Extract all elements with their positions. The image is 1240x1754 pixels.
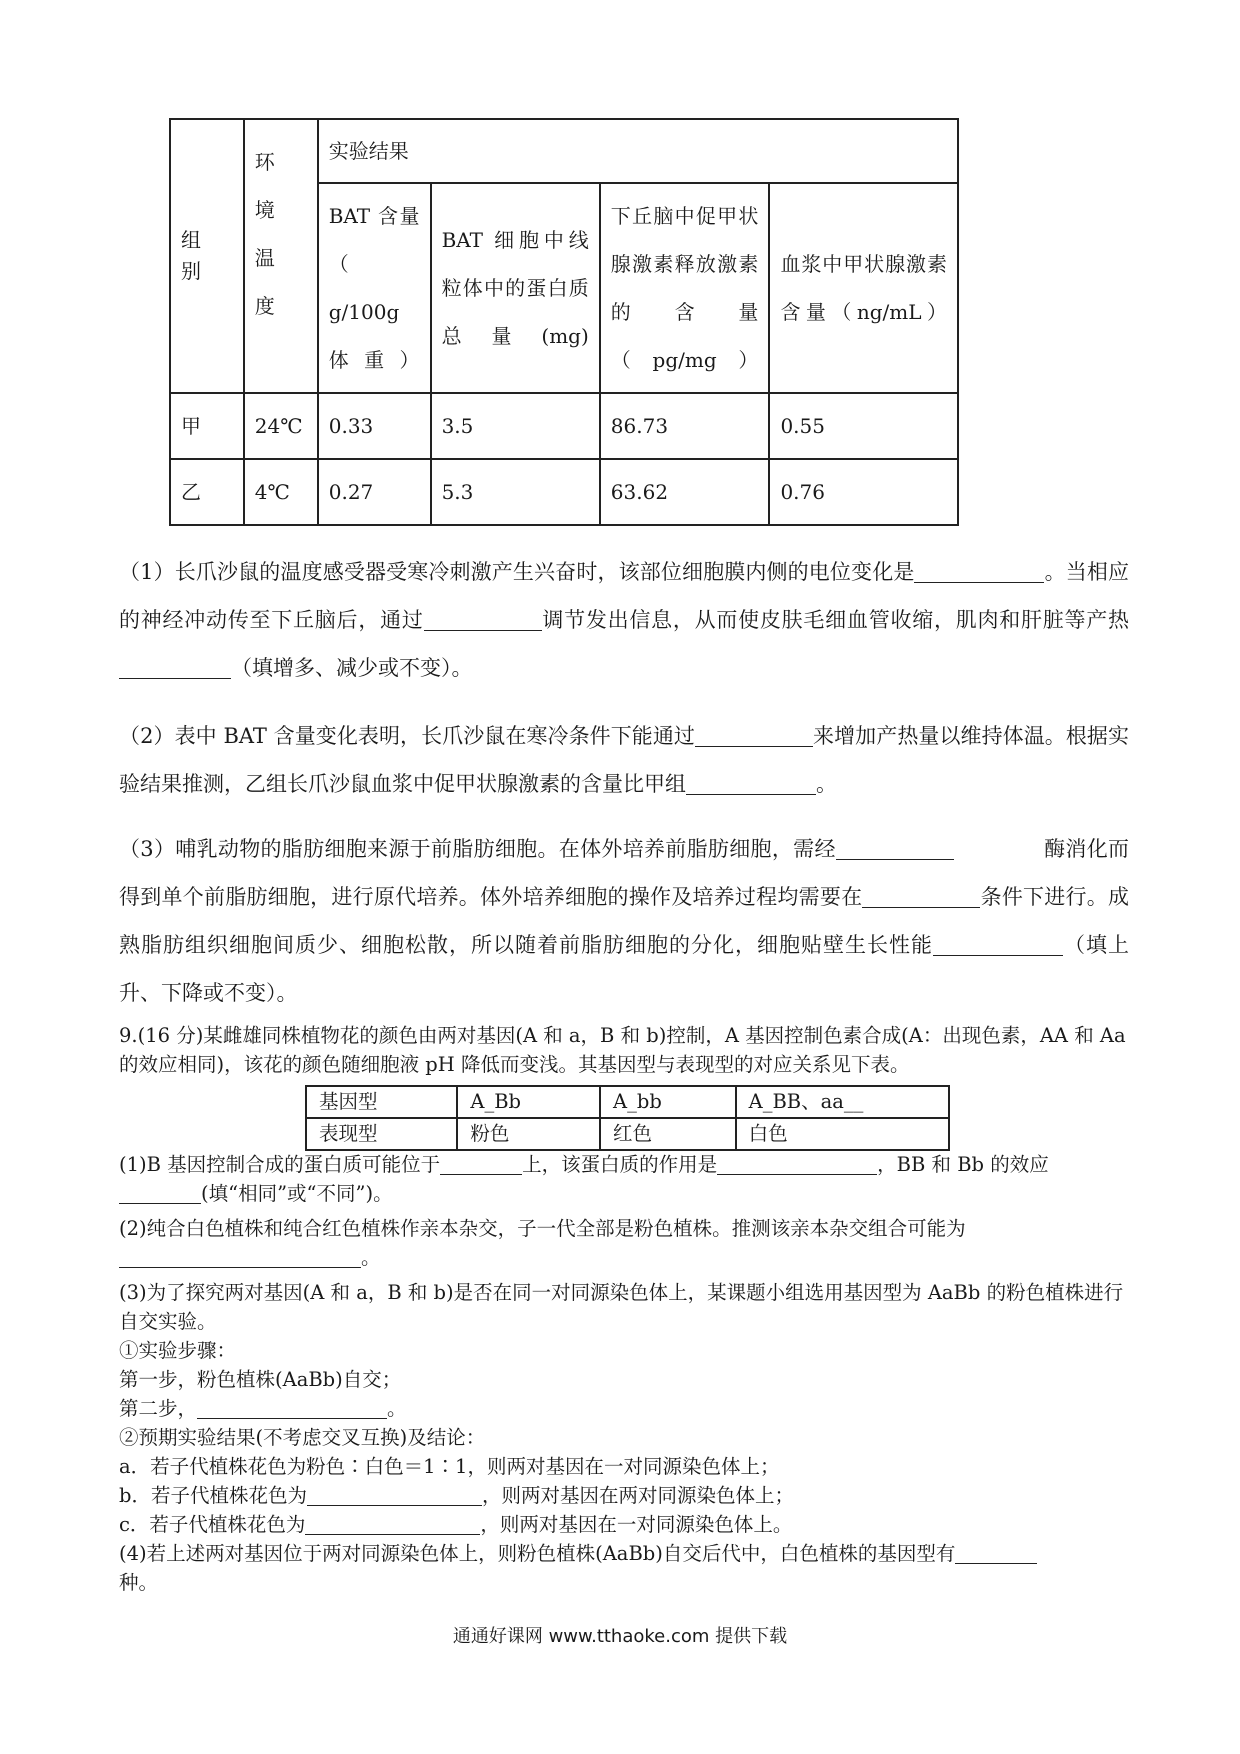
- answer-blank[interactable]: [914, 561, 1044, 583]
- question-9-4: [119, 1539, 1129, 1597]
- cell-trh: 86.73: [600, 393, 770, 459]
- answer-blank[interactable]: [955, 1544, 1037, 1565]
- phenotype-label: 表现型: [306, 1118, 457, 1150]
- answer-blank[interactable]: [305, 1515, 480, 1536]
- table-row: [306, 1118, 949, 1150]
- answer-blank[interactable]: [686, 773, 816, 795]
- genotype-label: 基因型: [306, 1086, 457, 1118]
- question-text: b．若子代植株花色为: [119, 1484, 307, 1507]
- phenotype-cell: 粉色: [457, 1118, 600, 1150]
- cell-bat: 0.27: [318, 459, 431, 525]
- question-a2: [119, 712, 1129, 808]
- question-text: 。: [387, 1397, 407, 1420]
- cell-group: 乙: [170, 459, 244, 525]
- experiment-steps-title: ①实验步骤：: [119, 1339, 237, 1362]
- question-a1: [119, 548, 1129, 692]
- expected-result-c: [119, 1510, 1129, 1539]
- question-a3: [119, 825, 1129, 1017]
- answer-blank[interactable]: [197, 1399, 387, 1420]
- expected-result-a: a．若子代植株花色为粉色∶白色＝1∶1，则两对基因在一对同源染色体上；: [119, 1455, 780, 1478]
- answer-blank[interactable]: [119, 657, 231, 679]
- question-text: ，则两对基因在两对同源染色体上；: [481, 1484, 794, 1507]
- header-group: 组 别: [170, 119, 244, 393]
- question-text: 调节发出信息，从而使皮肤毛细血管收缩，肌肉和肝脏等产热: [541, 608, 1130, 632]
- experiment-step-1: 第一步，粉色植株(AaBb)自交；: [119, 1368, 402, 1391]
- question-text: 条件下进行。成熟脂肪组织细胞间质少、细胞松散，所以随着前脂肪细胞的分化，细胞贴壁生长性能: [119, 885, 1130, 957]
- question-text: 酶消化而得到单个前脂肪细胞，进行原代培养。体外培养细胞的操作及培养过程均需要在: [119, 837, 1130, 909]
- question-text: 。当相应的神经冲动传至下丘脑后，通过: [119, 560, 1130, 632]
- answer-blank[interactable]: [424, 609, 542, 631]
- question-text: 上，该蛋白质的作用是: [522, 1153, 718, 1176]
- cell-mito: 5.3: [431, 459, 600, 525]
- experiment-results-table: [169, 118, 959, 526]
- phenotype-cell: 红色: [600, 1118, 736, 1150]
- question-text: c．若子代植株花色为: [119, 1513, 306, 1536]
- genotype-phenotype-table: [305, 1085, 950, 1151]
- answer-blank[interactable]: [307, 1486, 482, 1507]
- question-text: ，则两对基因在一对同源染色体上。: [480, 1513, 793, 1536]
- question-text: 。: [361, 1246, 381, 1269]
- answer-blank[interactable]: [119, 1248, 361, 1269]
- genotype-cell: A_bb: [600, 1086, 736, 1118]
- page-footer: 通通好课网 www.tthaoke.com 提供下载: [452, 1626, 788, 1647]
- cell-th: 0.76: [769, 459, 958, 525]
- expected-result-b: [119, 1481, 1129, 1510]
- header-bat: BAT 含量（ g/100g 体重）: [318, 183, 431, 393]
- question-text: (4)若上述两对基因位于两对同源染色体上，则粉色植株(AaBb)自交后代中，白色植株的基因型有: [119, 1542, 956, 1565]
- header-temp: 环 境 温 度: [244, 119, 318, 393]
- cell-group: 甲: [170, 393, 244, 459]
- question-text: 来增加产热量以维持体温。根据实验结果推测，乙组长爪沙鼠血浆中促甲状腺激素的含量比甲组: [119, 724, 1129, 796]
- question-text: （3）哺乳动物的脂肪细胞来源于前脂肪细胞。在体外培养前脂肪细胞，需经: [119, 837, 836, 861]
- header-trh: 下丘脑中促甲状腺激素释放激素的含量（pg/mg）: [600, 183, 770, 393]
- cell-mito: 3.5: [431, 393, 600, 459]
- genotype-cell: A_Bb: [457, 1086, 600, 1118]
- question-text: (3)为了探究两对基因(A 和 a，B 和 b)是否在同一对同源染色体上，某课题小组选用基因型为 AaBb 的粉色植株进行自交实验。: [119, 1281, 1124, 1333]
- question-text: 第二步，: [119, 1397, 198, 1420]
- question-text: （1）长爪沙鼠的温度感受器受寒冷刺激产生兴奋时，该部位细胞膜内侧的电位变化是: [119, 560, 915, 584]
- answer-blank[interactable]: [440, 1155, 522, 1176]
- question-9-body: [119, 1150, 1129, 1597]
- question-text: 。: [816, 772, 837, 796]
- cell-temp: 4℃: [244, 459, 318, 525]
- table-row: [170, 459, 958, 525]
- header-results: 实验结果: [318, 119, 958, 183]
- question-text: （填增多、减少或不变）。: [231, 656, 473, 680]
- answer-blank[interactable]: [119, 1184, 201, 1205]
- header-mito: BAT 细胞中线粒体中的蛋白质总量(mg): [431, 183, 600, 393]
- question-9-3: [119, 1278, 1129, 1336]
- question-text: (2)纯合白色植株和纯合红色植株作亲本杂交，子一代全部是粉色植株。推测该亲本杂交组合可能为: [119, 1217, 966, 1240]
- table-row: [170, 393, 958, 459]
- question-9-2: [119, 1214, 1129, 1272]
- question-text: 种。: [119, 1571, 159, 1594]
- answer-blank[interactable]: [862, 886, 980, 908]
- expected-results-title: ②预期实验结果(不考虑交叉互换)及结论：: [119, 1426, 486, 1449]
- question-text: （2）表中 BAT 含量变化表明，长爪沙鼠在寒冷条件下能通过: [119, 724, 695, 748]
- answer-blank[interactable]: [695, 725, 813, 747]
- answer-blank[interactable]: [717, 1155, 877, 1176]
- question-text: ，BB 和 Bb 的效应: [877, 1153, 1049, 1176]
- cell-temp: 24℃: [244, 393, 318, 459]
- question-9-1: [119, 1150, 1129, 1208]
- experiment-step-2: [119, 1394, 1129, 1423]
- cell-th: 0.55: [769, 393, 958, 459]
- cell-trh: 63.62: [600, 459, 770, 525]
- phenotype-cell: 白色: [736, 1118, 949, 1150]
- question-9-intro: 9.(16 分)某雌雄同株植物花的颜色由两对基因(A 和 a，B 和 b)控制，A 基因控制色素合成(A：出现色素，AA 和 Aa 的效应相同)，该花的颜色随细胞液 pH 降低而变浅。其基因型与表现型的对应关系见下表。: [119, 1024, 1126, 1076]
- genotype-cell: A_BB、aa__: [736, 1086, 949, 1118]
- question-text: (1)B 基因控制合成的蛋白质可能位于: [119, 1153, 441, 1176]
- cell-bat: 0.33: [318, 393, 431, 459]
- question-text: （填上升、下降或不变）。: [119, 933, 1129, 1005]
- question-text: (填“相同”或“不同”)。: [201, 1182, 393, 1205]
- answer-blank[interactable]: [836, 838, 954, 860]
- header-th: 血浆中甲状腺激素含量（ng/mL）: [769, 183, 958, 393]
- table-row: [306, 1086, 949, 1118]
- answer-blank[interactable]: [933, 934, 1063, 956]
